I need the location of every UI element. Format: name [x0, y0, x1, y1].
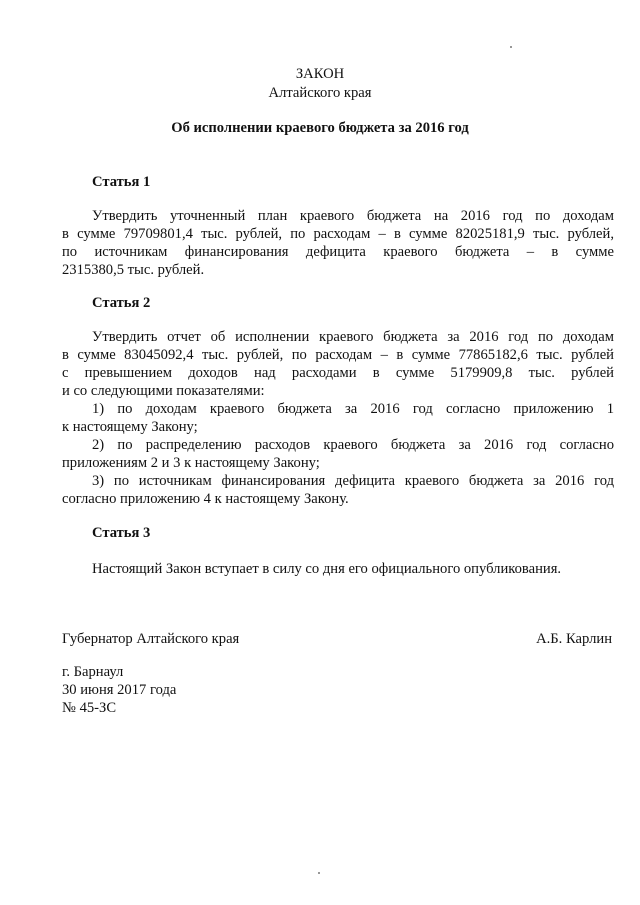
footer-date: 30 июня 2017 года	[62, 682, 177, 698]
article-1-title: Статья 1	[92, 174, 151, 190]
signatory-position: Губернатор Алтайского края	[62, 631, 240, 647]
article-3-title: Статья 3	[92, 525, 151, 541]
article-2-item-2-cont: приложениям 2 и 3 к настоящему Закону;	[62, 455, 320, 471]
article-1-line: по источникам финансирования дефицита краевого бюджета – в сумме	[62, 244, 614, 260]
article-2-title: Статья 2	[92, 295, 151, 311]
article-2-line: Утвердить отчет об исполнении краевого бюджета за 2016 год по доходам	[92, 329, 614, 345]
signatory-name: А.Б. Карлин	[536, 631, 612, 647]
document-subtitle: Алтайского края	[268, 85, 372, 101]
article-1-line: в сумме 79709801,4 тыс. рублей, по расходам – в сумме 82025181,9 тыс. рублей,	[62, 226, 614, 242]
article-3-line: Настоящий Закон вступает в силу со дня его официального опубликования.	[92, 561, 562, 577]
document-title: ЗАКОН	[295, 66, 345, 82]
article-2-item-3: 3) по источникам финансирования дефицита краевого бюджета за 2016 год	[92, 473, 614, 489]
article-2-line: с превышением доходов над расходами в сумме 5179909,8 тыс. рублей	[62, 365, 614, 381]
scan-speck	[318, 872, 320, 874]
article-2-line: и со следующими показателями:	[62, 383, 265, 399]
article-2-item-1: 1) по доходам краевого бюджета за 2016 год согласно приложению 1	[92, 401, 614, 417]
article-1-line: Утвердить уточненный план краевого бюджета на 2016 год по доходам	[92, 208, 614, 224]
document-heading: Об исполнении краевого бюджета за 2016 год	[171, 120, 469, 136]
scan-speck	[510, 46, 512, 48]
footer-number: № 45-ЗС	[62, 700, 117, 716]
article-2-item-3-cont: согласно приложению 4 к настоящему Закону.	[62, 491, 349, 507]
article-2-item-1-cont: к настоящему Закону;	[62, 419, 198, 435]
article-1-line: 2315380,5 тыс. рублей.	[62, 262, 205, 278]
article-2-item-2: 2) по распределению расходов краевого бюджета за 2016 год согласно	[92, 437, 614, 453]
article-2-line: в сумме 83045092,4 тыс. рублей, по расходам – в сумме 77865182,6 тыс. рублей	[62, 347, 614, 363]
footer-city: г. Барнаул	[62, 664, 124, 680]
